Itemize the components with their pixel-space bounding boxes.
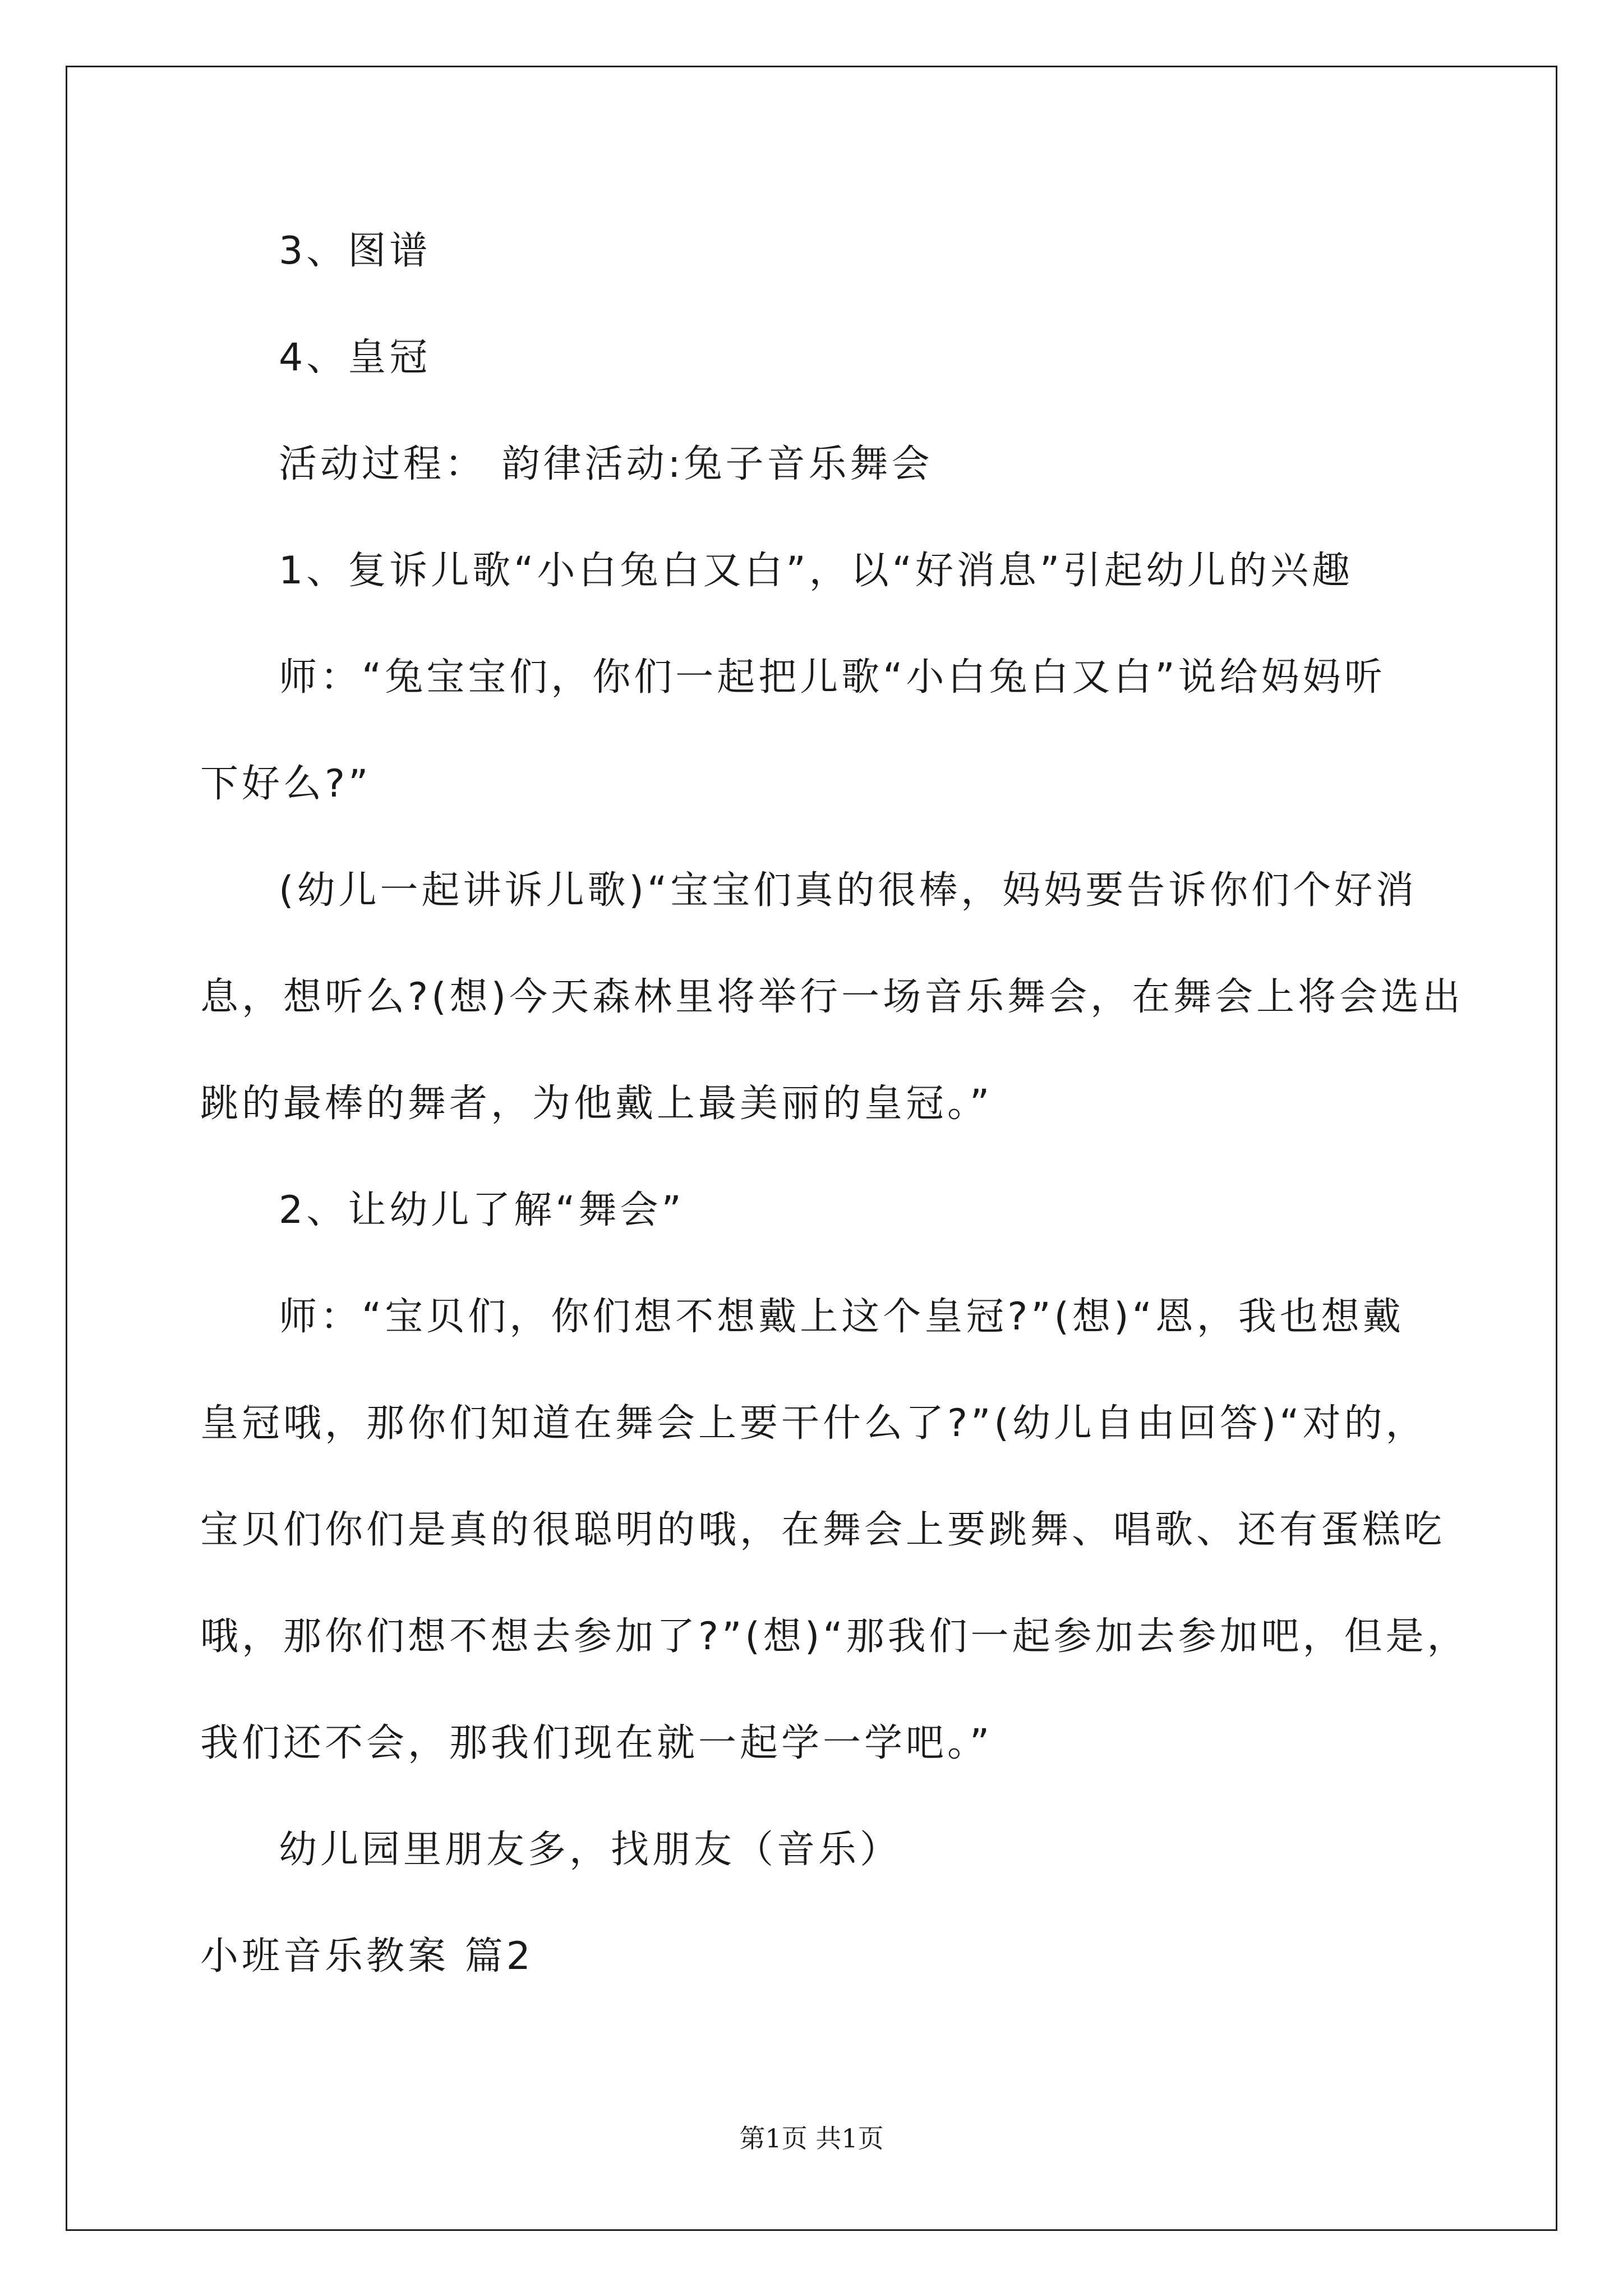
list-item-3: 3、图谱: [279, 229, 431, 273]
step-1-heading: 1、复诉儿歌“小白兔白又白”，以“好消息”引起幼儿的兴趣: [279, 549, 1354, 593]
paragraph-line: 皇冠哦，那你们知道在舞会上要干什么了?”(幼儿自由回答)“对的，: [200, 1401, 1427, 1446]
paragraph-line: 宝贝们你们是真的很聪明的哦，在舞会上要跳舞、唱歌、还有蛋糕吃: [200, 1508, 1446, 1552]
page-footer: 第1页 共1页: [739, 2123, 884, 2154]
section-heading: 小班音乐教案 篇2: [200, 1934, 534, 1978]
activity-process-heading: 活动过程： 韵律活动:兔子音乐舞会: [279, 442, 933, 486]
step-2-heading: 2、让幼儿了解“舞会”: [279, 1188, 685, 1232]
paragraph-line: 师：“兔宝宝们，你们一起把儿歌“小白兔白又白”说给妈妈听: [279, 655, 1386, 700]
paragraph-line: 跳的最棒的舞者，为他戴上最美丽的皇冠。”: [200, 1082, 993, 1126]
paragraph-line: 幼儿园里朋友多，找朋友（音乐）: [279, 1828, 902, 1872]
paragraph-line: 师：“宝贝们，你们想不想戴上这个皇冠?”(想)“恩，我也想戴: [279, 1295, 1404, 1339]
paragraph-line: (幼儿一起讲诉儿歌)“宝宝们真的很棒，妈妈要告诉你们个好消: [279, 868, 1418, 913]
list-item-4: 4、皇冠: [279, 335, 431, 380]
paragraph-line: 哦，那你们想不想去参加了?”(想)“那我们一起参加去参加吧，但是，: [200, 1614, 1469, 1659]
paragraph-line: 我们还不会，那我们现在就一起学一学吧。”: [200, 1721, 993, 1765]
paragraph-line: 下好么?”: [200, 762, 372, 806]
page-border: [66, 66, 1557, 2231]
paragraph-line: 息，想听么?(想)今天森林里将举行一场音乐舞会，在舞会上将会选出: [200, 975, 1464, 1019]
